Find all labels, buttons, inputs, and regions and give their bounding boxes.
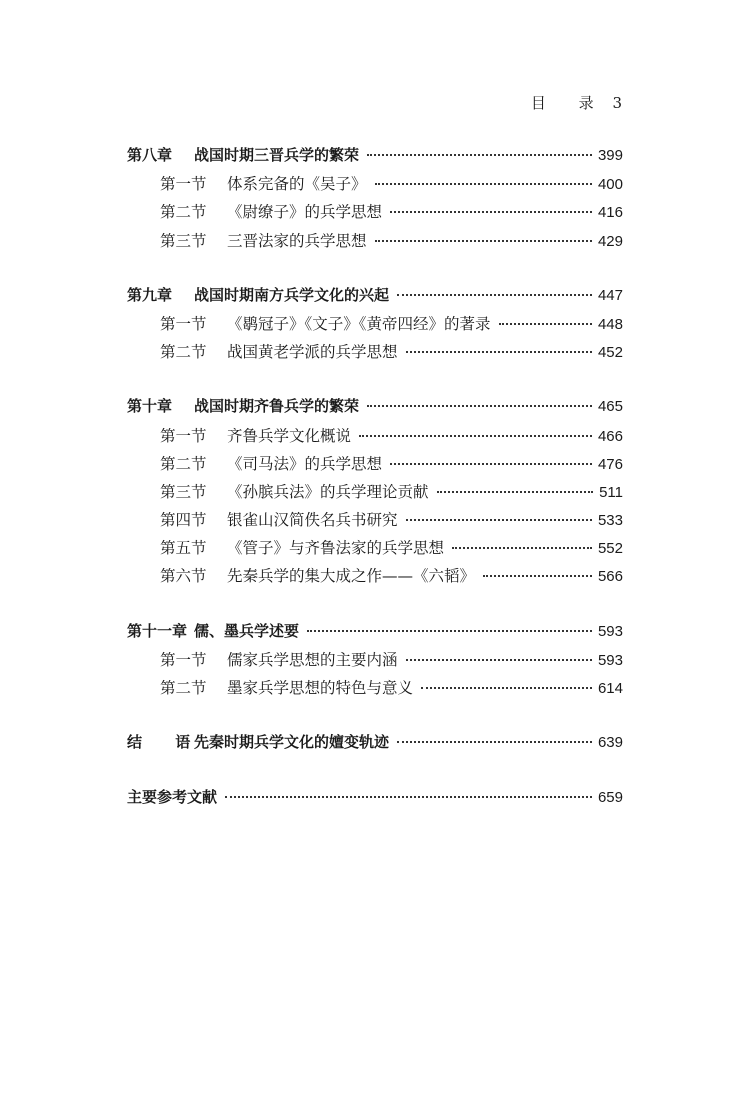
toc-entry-page: 452: [597, 344, 623, 362]
toc-entry-label: 结 语: [127, 733, 205, 752]
toc-entry-chapter[interactable]: [127, 284, 623, 312]
toc-entry-title: 三晋法家的兵学思想: [227, 231, 367, 250]
toc-references-group: [127, 786, 623, 814]
toc-entry-label: 第一节: [160, 426, 207, 445]
toc-entry-references[interactable]: [127, 786, 623, 814]
toc-entry-label: 第十章: [127, 397, 173, 416]
leader-dots: [367, 405, 592, 407]
toc-entry-page: 566: [597, 568, 623, 586]
toc-entry-label: 第四节: [160, 511, 207, 530]
toc-entry-page: 447: [597, 286, 623, 304]
toc-entry-title: 战国时期齐鲁兵学的繁荣: [194, 397, 360, 416]
toc-entry-label: 第二节: [160, 679, 207, 697]
toc-entry-title: 银雀山汉简佚名兵书研究: [227, 511, 398, 530]
toc-entry-section[interactable]: [127, 536, 623, 564]
toc-entry-label: 第六节: [160, 567, 207, 586]
toc-entry-title: 主要参考文献: [127, 788, 218, 807]
toc-entry-title: 体系完备的《吴子》: [227, 175, 367, 194]
leader-dots: [359, 435, 592, 437]
toc-entry-chapter[interactable]: [127, 395, 623, 423]
leader-dots: [367, 154, 592, 156]
toc-entry-page: 399: [597, 147, 623, 164]
toc-entry-page: 465: [597, 398, 623, 416]
toc-entry-section[interactable]: [127, 424, 623, 452]
toc-entry-section[interactable]: [127, 564, 623, 592]
leader-dots: [397, 294, 592, 296]
running-head: [531, 92, 622, 113]
toc-entry-section[interactable]: [127, 340, 623, 368]
toc-entry-page: 552: [597, 540, 623, 558]
toc-entry-section[interactable]: [127, 648, 623, 676]
toc-conclusion-group: [127, 731, 623, 759]
toc-entry-title: 先秦时期兵学文化的嬗变轨迹: [194, 733, 390, 752]
toc-entry-label: 第二节: [160, 454, 207, 473]
toc-entry-title: 齐鲁兵学文化概说: [227, 426, 352, 445]
toc-entry-page: 511: [599, 483, 623, 501]
leader-dots: [483, 575, 592, 577]
toc-entry-title: 战国黄老学派的兵学思想: [227, 343, 398, 362]
toc-entry-page: 416: [597, 204, 623, 222]
leader-dots: [307, 630, 592, 632]
toc-entry-label: 第三节: [160, 231, 207, 250]
leader-dots: [375, 183, 592, 185]
toc-entry-page: 593: [597, 622, 623, 640]
toc-entry-label: 第二节: [160, 343, 207, 362]
toc-entry-section[interactable]: [127, 312, 623, 340]
toc-entry-title: 《鹖冠子》《文子》《黄帝四经》的著录: [227, 314, 491, 333]
running-head-title: 目 录: [530, 94, 608, 112]
toc-entry-page: 659: [597, 789, 623, 807]
toc-entry-page: 614: [597, 680, 623, 697]
toc-entry-page: 593: [597, 651, 623, 669]
toc-entry-title: 《尉缭子》的兵学思想: [227, 203, 383, 222]
toc-entry-section[interactable]: [127, 172, 623, 200]
toc-entry-label: 第九章: [127, 285, 173, 304]
leader-dots: [406, 659, 592, 661]
toc-entry-chapter[interactable]: [127, 144, 623, 172]
toc-entry-page: 466: [597, 427, 623, 445]
toc-entry-label: 第五节: [160, 539, 207, 558]
toc-chapter-group: [127, 284, 623, 369]
toc-entry-section[interactable]: [127, 229, 623, 257]
toc-entry-title: 战国时期三晋兵学的繁荣: [194, 146, 360, 164]
toc-entry-page: 476: [597, 455, 623, 473]
toc-entry-title: 墨家兵学思想的特色与意义: [227, 679, 414, 697]
toc-entry-page: 639: [597, 734, 623, 752]
toc-entry-label: 第一节: [160, 650, 207, 669]
toc-entry-page: 400: [597, 176, 623, 194]
toc-entry-label: 第二节: [160, 203, 207, 222]
leader-dots: [390, 463, 592, 465]
toc-entry-label: 第一节: [160, 175, 207, 194]
toc-entry-section[interactable]: [127, 508, 623, 536]
toc-entry-page: 533: [597, 512, 623, 530]
toc-chapter-groups: [127, 144, 623, 704]
toc-entry-title: 儒家兵学思想的主要内涵: [227, 650, 398, 669]
toc-entry-label: 第一节: [160, 314, 207, 333]
toc-entry-label: 第三节: [160, 482, 207, 501]
toc-chapter-group: [127, 620, 623, 705]
toc-chapter-group: [127, 144, 623, 257]
leader-dots: [437, 491, 594, 493]
leader-dots: [390, 211, 592, 213]
toc-entry-section[interactable]: [127, 676, 623, 704]
leader-dots: [452, 547, 592, 549]
toc-entry-section[interactable]: [127, 200, 623, 228]
toc-entry-title: 《管子》与齐鲁法家的兵学思想: [227, 539, 445, 558]
table-of-contents: [127, 144, 623, 842]
toc-entry-title: 战国时期南方兵学文化的兴起: [194, 285, 390, 304]
toc-entry-title: 先秦兵学的集大成之作——《六韬》: [227, 567, 476, 586]
toc-entry-title: 《司马法》的兵学思想: [227, 454, 383, 473]
toc-entry-page: 429: [597, 232, 623, 250]
toc-entry-conclusion[interactable]: [127, 731, 623, 759]
toc-entry-title: 《孙膑兵法》的兵学理论贡献: [227, 482, 429, 501]
toc-entry-section[interactable]: [127, 480, 623, 508]
running-head-page-number: 3: [612, 94, 622, 112]
toc-entry-title: 儒、墨兵学述要: [194, 621, 300, 640]
leader-dots: [406, 351, 592, 353]
leader-dots: [397, 741, 592, 743]
leader-dots: [499, 323, 592, 325]
toc-entry-section[interactable]: [127, 452, 623, 480]
toc-chapter-group: [127, 395, 623, 592]
toc-entry-page: 448: [597, 315, 623, 333]
leader-dots: [406, 519, 592, 521]
toc-entry-chapter[interactable]: [127, 620, 623, 648]
leader-dots: [375, 240, 592, 242]
leader-dots: [421, 687, 592, 689]
toc-entry-label: 第十一章: [127, 621, 188, 640]
leader-dots: [225, 796, 592, 798]
toc-entry-label: 第八章: [127, 146, 173, 164]
